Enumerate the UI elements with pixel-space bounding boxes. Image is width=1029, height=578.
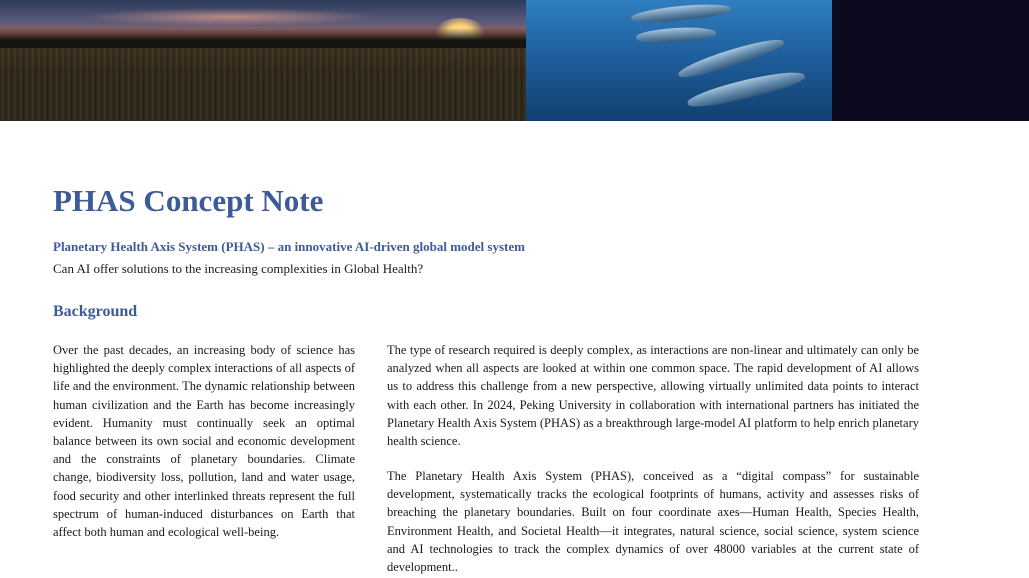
background-right-paragraph-2: The Planetary Health Axis System (PHAS), conceived as a “digital compass” for sustainable development, systematically tracks the ecological footprints of humans, activity and assesses risks of breaching the planetary boundaries. Built on four coordinate axes—Human Health, Species Health, Environment Health, and Societal Health—it integrates, natural science, social science, system science and AI technologies to track the complex dynamics of over 48000 variables at the current state of development..: [387, 469, 919, 575]
dolphin-shape: [636, 25, 717, 45]
background-left-paragraph: Over the past decades, an increasing body of science has highlighted the deeply complex interactions of all aspects of life and the environment. The dynamic relationship between human civilization and the Earth has become increasingly evident. Humanity must continually seek an optimal balance between its own social and economic development and the constraints of planetary boundaries. Climate change, biodiversity loss, pollution, land and water usage, food security and other interlinked threats represent the full spectrum of human-induced disturbances on Earth that affect both human and ecological well-being.: [53, 343, 355, 540]
header-banner: [0, 0, 1029, 121]
treeline: [0, 28, 526, 48]
sunset-clouds: [80, 8, 380, 26]
sunset-field-image: [0, 0, 526, 121]
dolphins-ocean-image: [526, 0, 832, 121]
background-right-paragraph-1: The type of research required is deeply complex, as interactions are non-linear and ultimately can only be analyzed when all aspects are looked at within one common space. The rapid development of AI allows us to address this challenge from a new perspective, allowing virtually unlimited data points to interact with each other. In 2024, Peking University in collaboration with international partners has initiated the Planetary Health Axis System (PHAS) as a breakthrough large-model AI platform to help enrich planetary health science.: [387, 343, 919, 449]
page-subtitle: Planetary Health Axis System (PHAS) – an innovative AI-driven global model system: [53, 239, 525, 254]
dark-space-image: [832, 0, 1029, 121]
dolphin-shape: [631, 1, 732, 25]
page-title: PHAS Concept Note: [53, 183, 324, 218]
lead-question: Can AI offer solutions to the increasing complexities in Global Health?: [53, 261, 424, 276]
background-heading: Background: [53, 303, 138, 320]
grass-field: [0, 48, 526, 121]
